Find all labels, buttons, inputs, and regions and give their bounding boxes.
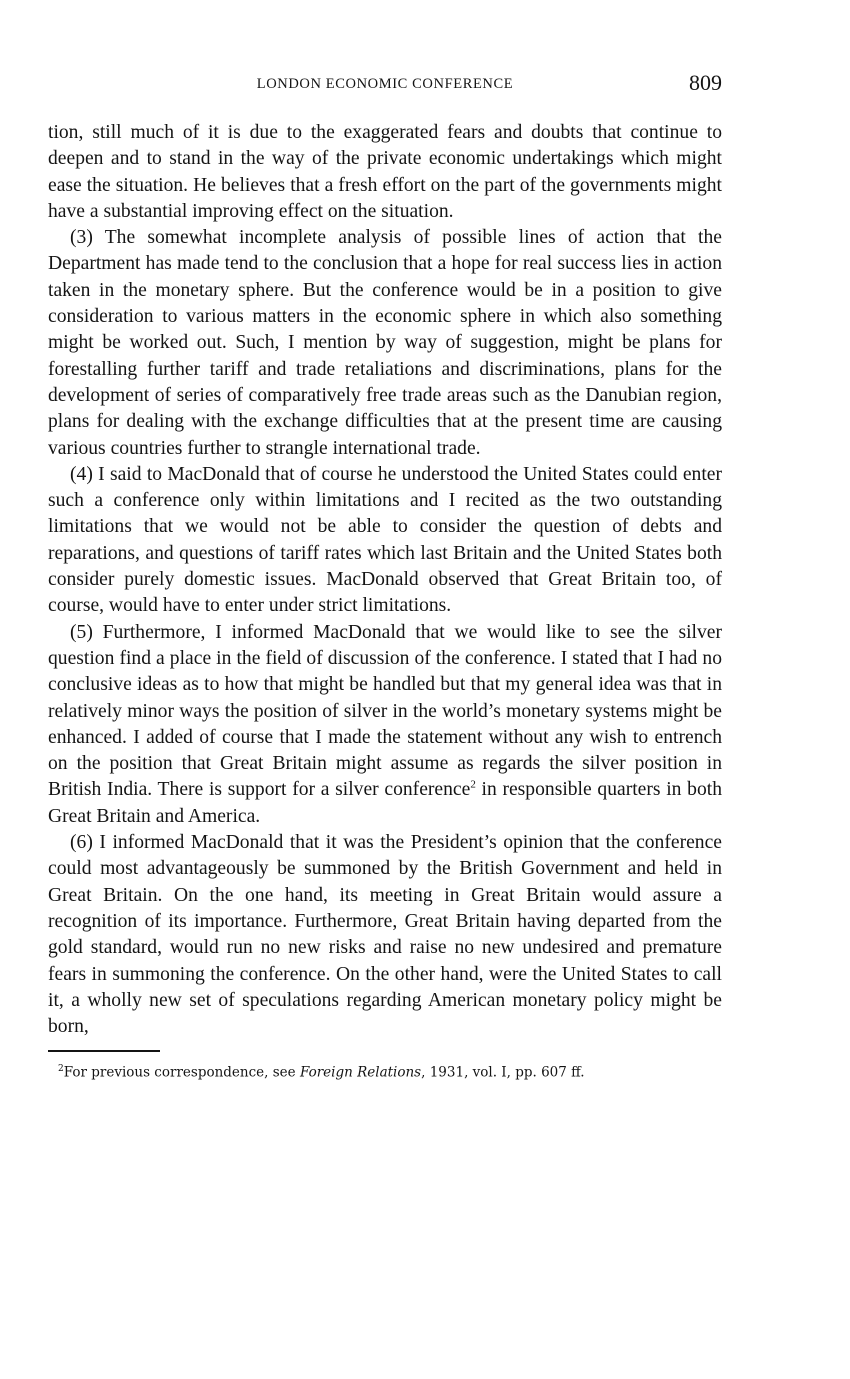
paragraph-5-text-end: in responsible quarters in both Great Britain and America. — [48, 779, 722, 827]
footnote-text: For previous correspondence, see — [63, 1064, 300, 1081]
document-page — [48, 70, 722, 1082]
paragraph-3: (3) The somewhat incomplete analysis of possible lines of action that the Department has made tend to the conclusion that a hope for real success lies in action taken in the monetary sphere. But the conference would be in a position to give consideration to various matters in the economic sphere in which also something might be worked out. Such, I mention by way of suggestion, might be plans for forestalling further tariff and trade retaliations and discriminations, plans for the development of series of comparatively free trade areas such as the Danubian region, plans for dealing with the exchange difficulties that at the present time are causing various countries further to strangle international trade. — [48, 227, 722, 459]
running-title: LONDON ECONOMIC CONFERENCE — [256, 76, 514, 92]
footnote-citation: , 1931, vol. I, pp. 607 ff. — [421, 1064, 585, 1081]
footnote-reference: 2 — [470, 778, 476, 791]
running-header — [48, 70, 722, 102]
paragraph-4: (4) I said to MacDonald that of course he understood the United States could enter such a conference only within limitations and I recited as the two outstanding limitations that we would not be able to consider the question of debts and reparations, and questions of tariff rates which last Britain and the United States both consider purely domestic issues. MacDonald observed that Great Britain too, of course, would have to enter under strict limitations. — [48, 463, 722, 617]
footnote-marker: 2 — [58, 1064, 64, 1075]
footnote — [48, 1060, 722, 1082]
footnote-source-title: Foreign Relations — [299, 1064, 422, 1081]
paragraph-6: (6) I informed MacDonald that it was the President’s opinion that the conference could most advantageously be summoned by the British Government and held in Great Britain. On the one hand, its meeting in Great Britain would assure a recognition of its importance. Furthermore, Great Britain having departed from the gold standard, would run no new risks and raise no new undesired and premature fears in summoning the conference. On the other hand, were the United States to call it, a wholly new set of speculations regarding American monetary policy might be born, — [48, 832, 722, 1038]
paragraph-5 — [48, 620, 722, 830]
footnote-divider — [48, 1050, 160, 1052]
body-text — [48, 120, 722, 1040]
page-number: 809 — [689, 70, 722, 95]
paragraph-continuation: tion, still much of it is due to the exaggerated fears and doubts that continue to deepen and to stand in the way of the private economic undertakings which might ease the situation. He believes that a fresh effort on the part of the governments might have a substantial improving effect on the situation. — [48, 122, 722, 222]
paragraph-5-text: (5) Furthermore, I informed MacDonald that we would like to see the silver question find a place in the field of discussion of the conference. I stated that I had no conclusive ideas as to how that might be handled but that my general idea was that in relatively minor ways the position of silver in the world’s monetary systems might be enhanced. I added of course that I made the statement without any wish to entrench on the position that Great Britain might assume as regards the silver position in British India. There is support for a silver conference — [48, 621, 722, 801]
